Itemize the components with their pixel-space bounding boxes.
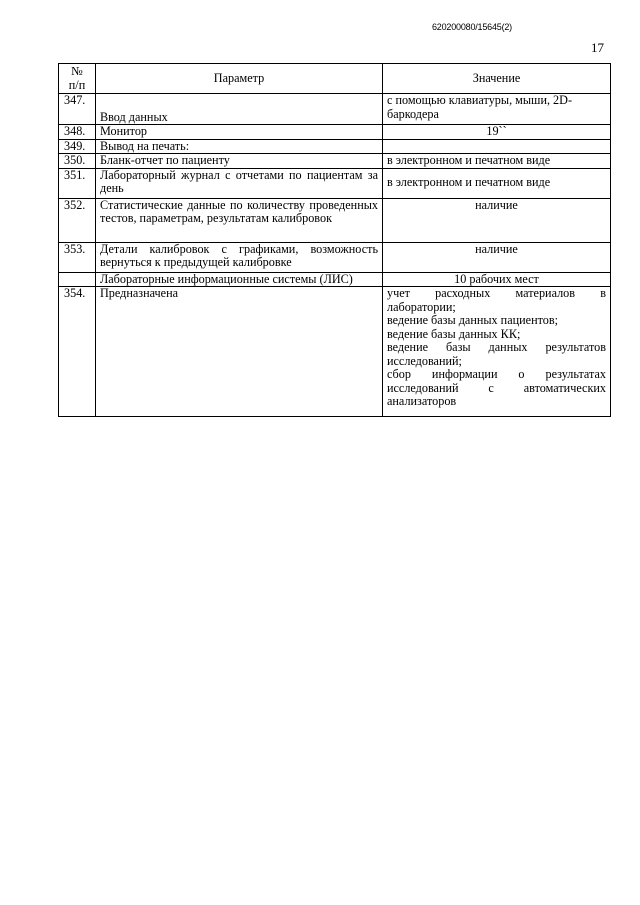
row-parameter: Ввод данных: [96, 94, 383, 125]
table-row: [59, 94, 611, 125]
row-number: 352.: [59, 198, 96, 242]
row-parameter: Монитор: [96, 125, 383, 140]
table-row: [59, 287, 611, 417]
row-number: 354.: [59, 287, 96, 417]
row-parameter: Статистические данные по количеству проведенных тестов, параметрам, результатам калибровок: [96, 198, 383, 242]
row-number: 348.: [59, 125, 96, 140]
column-header-parameter: Параметр: [96, 64, 383, 94]
row-number: 347.: [59, 94, 96, 125]
table-row: [59, 125, 611, 140]
column-header-number-line1: №: [71, 64, 83, 78]
row-value: учет расходных материалов в лаборатории; ведение базы данных пациентов; ведение базы данных КК; ведение базы данных результатов исследований; сбор информации о результатах исследований с автоматических анализаторов: [383, 287, 611, 417]
row-parameter: Лабораторный журнал с отчетами по пациентам за день: [96, 168, 383, 198]
row-number: 353.: [59, 242, 96, 272]
column-header-number-line2: п/п: [68, 78, 86, 92]
row-value: в электронном и печатном виде: [383, 168, 611, 198]
row-value: с помощью клавиатуры, мыши, 2D-баркодера: [383, 94, 611, 125]
row-number: 349.: [59, 139, 96, 154]
row-value: наличие: [383, 242, 611, 272]
column-header-value: Значение: [383, 64, 611, 94]
document-id: 620200080/15645(2): [432, 22, 512, 32]
table-row: [59, 168, 611, 198]
row-value: наличие: [383, 198, 611, 242]
page-number: 17: [591, 40, 604, 55]
table-row: [59, 242, 611, 272]
table-row: [59, 198, 611, 242]
table-header-row: [59, 64, 611, 94]
row-number: 350.: [59, 154, 96, 169]
row-value: 19``: [383, 125, 611, 140]
table-row: [59, 154, 611, 169]
table-row: [59, 272, 611, 287]
table-row: [59, 139, 611, 154]
row-number: 351.: [59, 168, 96, 198]
row-parameter: Бланк-отчет по пациенту: [96, 154, 383, 169]
row-parameter: Детали калибровок с графиками, возможность вернуться к предыдущей калибровке: [96, 242, 383, 272]
row-parameter: Вывод на печать:: [96, 139, 383, 154]
row-value: в электронном и печатном виде: [383, 154, 611, 169]
row-parameter: Предназначена: [96, 287, 383, 417]
row-parameter: Лабораторные информационные системы (ЛИС): [96, 272, 383, 287]
specification-table: [58, 63, 611, 417]
row-number: [59, 272, 96, 287]
row-value: 10 рабочих мест: [383, 272, 611, 287]
row-value: [383, 139, 611, 154]
column-header-number: [59, 64, 96, 94]
